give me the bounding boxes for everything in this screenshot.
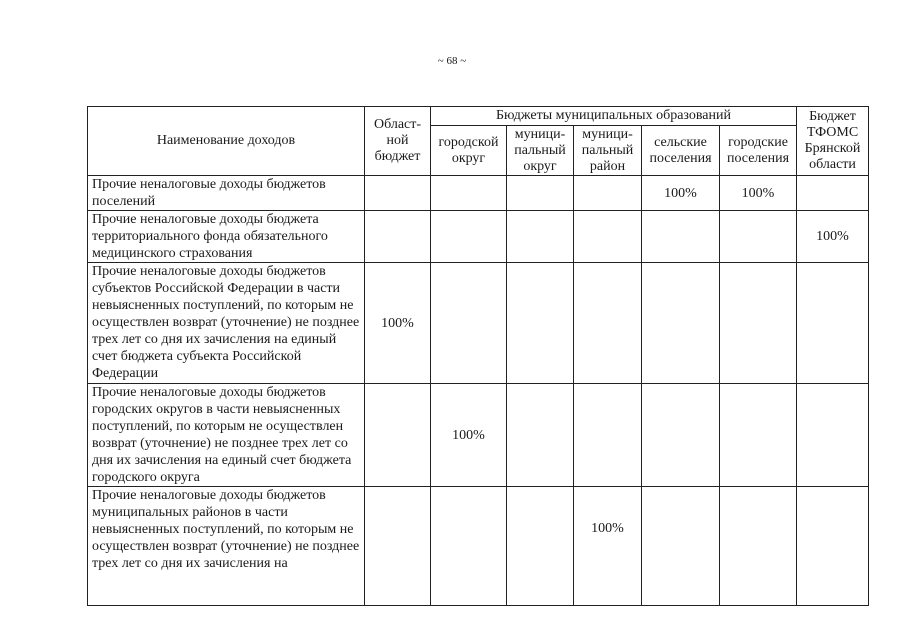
table-row (88, 384, 869, 487)
municipal-rayon-share-cell: 100% (574, 487, 642, 606)
header-municipal-okrug: муници-пальный округ (507, 126, 574, 176)
income-name-cell: Прочие неналоговые доходы бюджетов поселений (88, 176, 365, 211)
tfoms-share-cell: 100% (797, 211, 869, 263)
rural-share-cell (642, 487, 720, 606)
oblast-share-cell (365, 211, 431, 263)
income-name-cell: Прочие неналоговые доходы бюджетов субъектов Российской Федерации в части невыясненных поступлений, по которым не осуществлен возврат (уточнение) не позднее трех лет со дня их зачисления на единый счет бюджета субъекта Российской Федерации (88, 263, 365, 384)
header-oblast-budget: Област-ной бюджет (365, 107, 431, 176)
oblast-share-cell (365, 487, 431, 606)
municipal-okrug-share-cell (507, 263, 574, 384)
municipal-okrug-share-cell (507, 384, 574, 487)
table-row (88, 487, 869, 606)
urban-share-cell (720, 487, 797, 606)
page-number: ~ 68 ~ (437, 55, 467, 67)
tfoms-share-cell (797, 263, 869, 384)
tfoms-share-cell (797, 487, 869, 606)
oblast-share-cell (365, 384, 431, 487)
urban-share-cell (720, 211, 797, 263)
oblast-share-cell: 100% (365, 263, 431, 384)
header-city-district: городской округ (431, 126, 507, 176)
rural-share-cell (642, 384, 720, 487)
income-name-cell: Прочие неналоговые доходы бюджета территориального фонда обязательного медицинского страхования (88, 211, 365, 263)
income-name-cell: Прочие неналоговые доходы бюджетов городских округов в части невыясненных поступлений, по которым не осуществлен возврат (уточнение) не позднее трех лет со дня их зачисления на единый счет бюджета городского округа (88, 384, 365, 487)
municipal-okrug-share-cell (507, 211, 574, 263)
rural-share-cell (642, 211, 720, 263)
rural-share-cell: 100% (642, 176, 720, 211)
header-urban-settlements: городские поселения (720, 126, 797, 176)
municipal-rayon-share-cell (574, 384, 642, 487)
rural-share-cell (642, 263, 720, 384)
table-row (88, 263, 869, 384)
city-share-cell (431, 487, 507, 606)
oblast-share-cell (365, 176, 431, 211)
income-name-cell: Прочие неналоговые доходы бюджетов муниципальных районов в части невыясненных поступлений, по которым не осуществлен возврат (уточнение) не позднее трех лет со дня их зачисления на (88, 487, 365, 606)
urban-share-cell (720, 263, 797, 384)
urban-share-cell: 100% (720, 176, 797, 211)
header-municipal-budgets: Бюджеты муниципальных образований (431, 107, 797, 126)
municipal-rayon-share-cell (574, 176, 642, 211)
urban-share-cell (720, 384, 797, 487)
city-share-cell (431, 176, 507, 211)
table-row (88, 176, 869, 211)
municipal-rayon-share-cell (574, 263, 642, 384)
tfoms-share-cell (797, 176, 869, 211)
header-income-name: Наименование доходов (88, 107, 365, 176)
municipal-okrug-share-cell (507, 487, 574, 606)
municipal-okrug-share-cell (507, 176, 574, 211)
city-share-cell (431, 263, 507, 384)
revenue-distribution-table (87, 106, 869, 606)
city-share-cell: 100% (431, 384, 507, 487)
header-rural-settlements: сельские поселения (642, 126, 720, 176)
city-share-cell (431, 211, 507, 263)
table-row (88, 211, 869, 263)
municipal-rayon-share-cell (574, 211, 642, 263)
header-municipal-rayon: муници-пальный район (574, 126, 642, 176)
tfoms-share-cell (797, 384, 869, 487)
header-tfoms-budget: Бюджет ТФОМС Брянской области (797, 107, 869, 176)
